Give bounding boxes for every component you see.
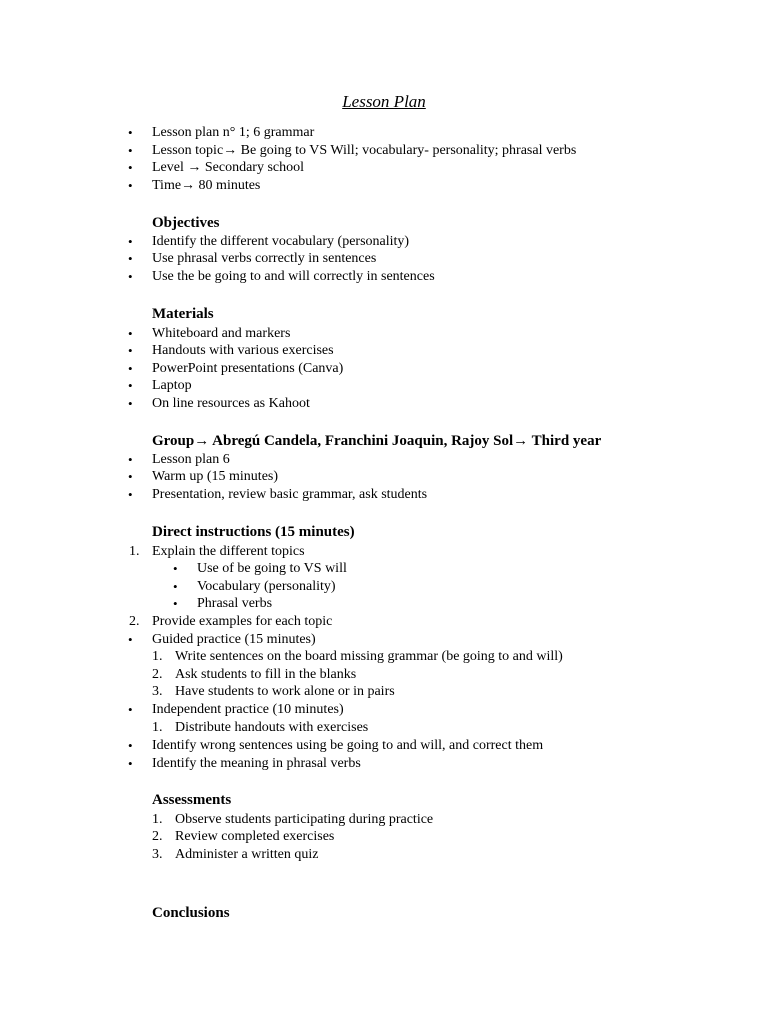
intro-item: Lesson topic→ Be going to VS Will; vocabulary- personality; phrasal verbs: [152, 143, 577, 158]
bullet-icon: •: [128, 343, 133, 358]
direct-subitem: Vocabulary (personality): [197, 579, 336, 594]
materials-heading: Materials: [152, 306, 214, 322]
assessments-heading: Assessments: [152, 792, 232, 808]
group-item: Lesson plan 6: [152, 452, 230, 467]
bullet-icon: •: [128, 326, 133, 341]
bullet-icon: •: [128, 143, 133, 158]
guided-item: Ask students to fill in the blanks: [175, 667, 357, 682]
bullet-icon: •: [128, 160, 133, 175]
bullet-icon: •: [128, 702, 133, 717]
direct-subitem: Phrasal verbs: [197, 596, 273, 611]
list-number: 1.: [129, 544, 140, 559]
list-number: 2.: [152, 829, 163, 844]
group-item: Warm up (15 minutes): [152, 469, 279, 484]
conclusions-heading: Conclusions: [152, 905, 230, 921]
list-number: 2.: [152, 667, 163, 682]
bullet-icon: •: [128, 125, 133, 140]
bullet-icon: •: [173, 596, 178, 611]
assessment-item: Review completed exercises: [175, 829, 335, 844]
bullet-icon: •: [128, 361, 133, 376]
assessment-item: Administer a written quiz: [175, 847, 319, 862]
bullet-icon: •: [128, 378, 133, 393]
page-title: Lesson Plan: [342, 92, 426, 111]
material-item: On line resources as Kahoot: [152, 396, 310, 411]
guided-item: Write sentences on the board missing grammar (be going to and will): [175, 649, 563, 664]
assessment-item: Observe students participating during practice: [175, 812, 434, 827]
objectives-heading: Objectives: [152, 215, 220, 231]
bullet-icon: •: [128, 487, 133, 502]
group-item: Presentation, review basic grammar, ask students: [152, 487, 428, 502]
guided-practice: Guided practice (15 minutes): [152, 632, 316, 647]
list-number: 1.: [152, 812, 163, 827]
list-number: 2.: [129, 614, 140, 629]
list-number: 3.: [152, 684, 163, 699]
independent-item: Distribute handouts with exercises: [175, 720, 369, 735]
independent-practice: Independent practice (10 minutes): [152, 702, 344, 717]
material-item: Laptop: [152, 378, 192, 393]
intro-item: Lesson plan n° 1; 6 grammar: [152, 125, 315, 140]
bullet-icon: •: [128, 469, 133, 484]
list-number: 1.: [152, 720, 163, 735]
intro-item: Time→ 80 minutes: [152, 178, 261, 193]
direct-item: Provide examples for each topic: [152, 614, 333, 629]
bullet-icon: •: [128, 178, 133, 193]
intro-item: Level → Secondary school: [152, 160, 305, 175]
material-item: Whiteboard and markers: [152, 326, 291, 341]
objective-item: Use the be going to and will correctly in sentences: [152, 269, 435, 284]
objective-item: Identify the different vocabulary (personality): [152, 234, 410, 249]
direct-item: Explain the different topics: [152, 544, 305, 559]
material-item: PowerPoint presentations (Canva): [152, 361, 344, 376]
extra-item: Identify wrong sentences using be going to and will, and correct them: [152, 738, 544, 753]
bullet-icon: •: [128, 251, 133, 266]
bullet-icon: •: [128, 756, 133, 771]
group-heading: Group→ Abregú Candela, Franchini Joaquin, Rajoy Sol→ Third year: [152, 433, 602, 449]
bullet-icon: •: [128, 632, 133, 647]
direct-subitem: Use of be going to VS will: [197, 561, 347, 576]
extra-item: Identify the meaning in phrasal verbs: [152, 756, 361, 771]
bullet-icon: •: [128, 269, 133, 284]
bullet-icon: •: [128, 234, 133, 249]
bullet-icon: •: [173, 579, 178, 594]
guided-item: Have students to work alone or in pairs: [175, 684, 395, 699]
list-number: 1.: [152, 649, 163, 664]
bullet-icon: •: [128, 738, 133, 753]
objective-item: Use phrasal verbs correctly in sentences: [152, 251, 377, 266]
bullet-icon: •: [128, 396, 133, 411]
list-number: 3.: [152, 847, 163, 862]
bullet-icon: •: [173, 561, 178, 576]
bullet-icon: •: [128, 452, 133, 467]
material-item: Handouts with various exercises: [152, 343, 334, 358]
direct-instructions-heading: Direct instructions (15 minutes): [152, 524, 355, 540]
